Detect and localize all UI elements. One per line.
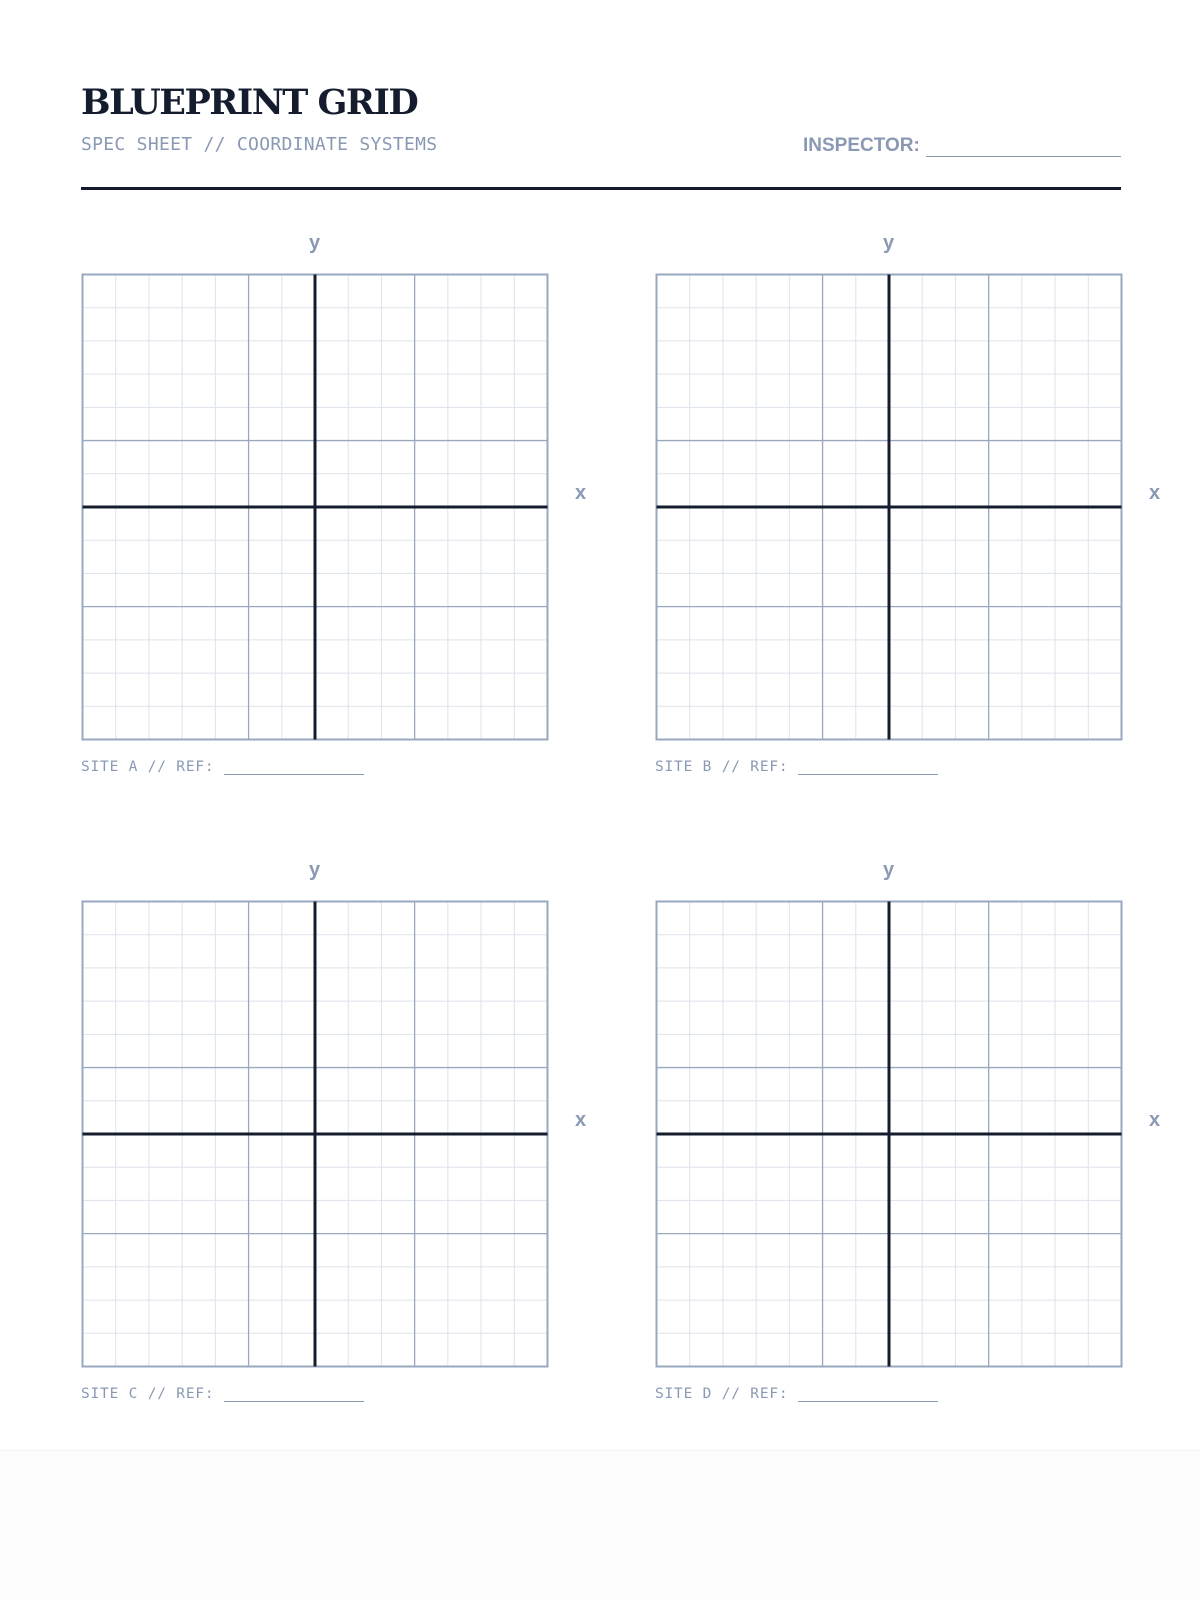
site-caption [655,1386,938,1402]
site-caption-text: SITE A // REF: [81,759,215,775]
site-caption [81,1386,364,1402]
y-axis-label: y [883,232,895,254]
x-axis-label: x [575,482,587,504]
ref-blank-line [224,1389,364,1402]
site-caption-text: SITE C // REF: [81,1386,215,1402]
site-caption [655,759,938,775]
coordinate-panel-site-c [81,860,641,1440]
site-caption-text: SITE D // REF: [655,1386,789,1402]
coordinate-panel-site-a [81,233,641,813]
page-subtitle: SPEC SHEET // COORDINATE SYSTEMS [81,134,438,155]
site-caption-text: SITE B // REF: [655,759,789,775]
inspector-label: INSPECTOR: [803,135,920,156]
coordinate-grid [81,900,549,1368]
page-bottom-margin [0,1450,1200,1601]
coordinate-grid [655,900,1123,1368]
coordinate-panel-site-b [655,233,1200,813]
ref-blank-line [798,1389,938,1402]
coordinate-grid [655,273,1123,741]
y-axis-label: y [309,232,321,254]
y-axis-label: y [309,859,321,881]
x-axis-label: x [575,1109,587,1131]
y-axis-label: y [883,859,895,881]
coordinate-panel-site-d [655,860,1200,1440]
x-axis-label: x [1149,1109,1161,1131]
site-caption [81,759,364,775]
x-axis-label: x [1149,482,1161,504]
page-title: BLUEPRINT GRID [81,82,418,123]
ref-blank-line [798,762,938,775]
coordinate-grid [81,273,549,741]
header-divider [81,187,1121,190]
ref-blank-line [224,762,364,775]
inspector-field [803,135,1121,157]
inspector-signature-line [926,140,1121,157]
